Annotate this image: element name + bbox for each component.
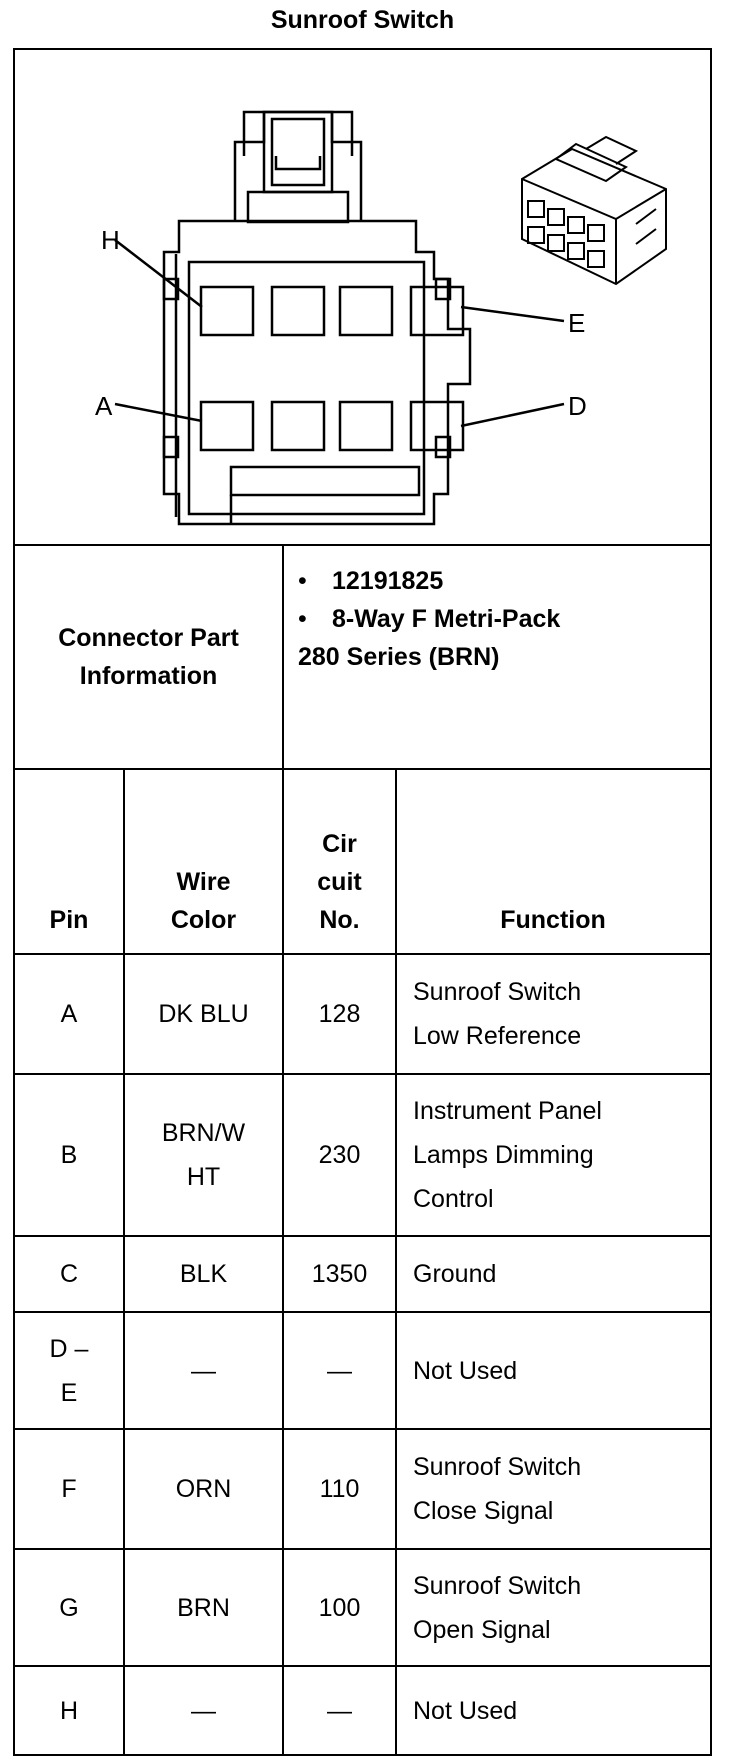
table-row-circuit: 110: [319, 1475, 360, 1503]
table-row-wire-color: DK BLU: [158, 1000, 249, 1028]
table-row-pin: H: [59, 1696, 79, 1725]
table-row-function: Not Used: [413, 1696, 518, 1725]
table-row-circuit: —: [327, 1356, 352, 1385]
table-row-pin: A: [60, 1000, 78, 1028]
table-row-pin: F: [61, 1475, 77, 1503]
part-number: 12191825: [332, 567, 444, 595]
pin-label-e: E: [568, 308, 586, 338]
table-row-wire-color: BLK: [179, 1260, 228, 1288]
pin-label-a: A: [95, 391, 113, 421]
table-row-pin: D – E: [49, 1334, 89, 1407]
table-row-wire-color: BRN/W HT: [161, 1119, 246, 1191]
pin-label-d: D: [568, 391, 587, 421]
table-row-circuit: —: [327, 1696, 352, 1725]
table-row-wire-color: —: [191, 1696, 216, 1725]
header-pin: Pin: [49, 906, 89, 934]
table-row-function: Sunroof Switch Close Signal: [413, 1453, 582, 1525]
page-title: Sunroof Switch: [270, 6, 455, 34]
header-function: Function: [500, 906, 606, 934]
connector-info-values: • 12191825 • 8-Way F Metri-Pack 280 Series (BRN): [284, 562, 704, 682]
header-circuit: Cir cuit No.: [317, 830, 362, 934]
table-row-wire-color: BRN: [177, 1593, 230, 1622]
table-row-circuit: 230: [318, 1141, 361, 1169]
table-row-circuit: 128: [318, 1000, 361, 1028]
connector-info-label-text: Connector Part Information: [58, 624, 239, 690]
table-row-pin: B: [60, 1141, 78, 1169]
table-row-pin: G: [59, 1593, 79, 1622]
connector-type: 8-Way F Metri-Pack: [332, 605, 561, 633]
table-row-function: Not Used: [413, 1356, 518, 1385]
connector-info-label: [15, 546, 282, 768]
table-row-wire-color: ORN: [175, 1475, 232, 1503]
table-row-circuit: 1350: [311, 1260, 368, 1288]
table-row-circuit: 100: [318, 1593, 361, 1622]
table-row-function: Ground: [413, 1260, 497, 1288]
connector-series: 280 Series (BRN): [298, 643, 500, 671]
connector-diagram: [16, 49, 710, 549]
table-row-wire-color: —: [191, 1356, 216, 1385]
connector-face-drawing: [16, 49, 710, 549]
table-row-function: Sunroof Switch Low Reference: [413, 978, 582, 1050]
table-row-pin: C: [59, 1260, 79, 1288]
table-row-function: Sunroof Switch Open Signal: [413, 1571, 582, 1644]
pin-label-h: H: [101, 225, 120, 255]
header-wire-color: Wire Color: [170, 868, 237, 934]
table-row-function: Instrument Panel Lamps Dimming Control: [413, 1097, 602, 1213]
